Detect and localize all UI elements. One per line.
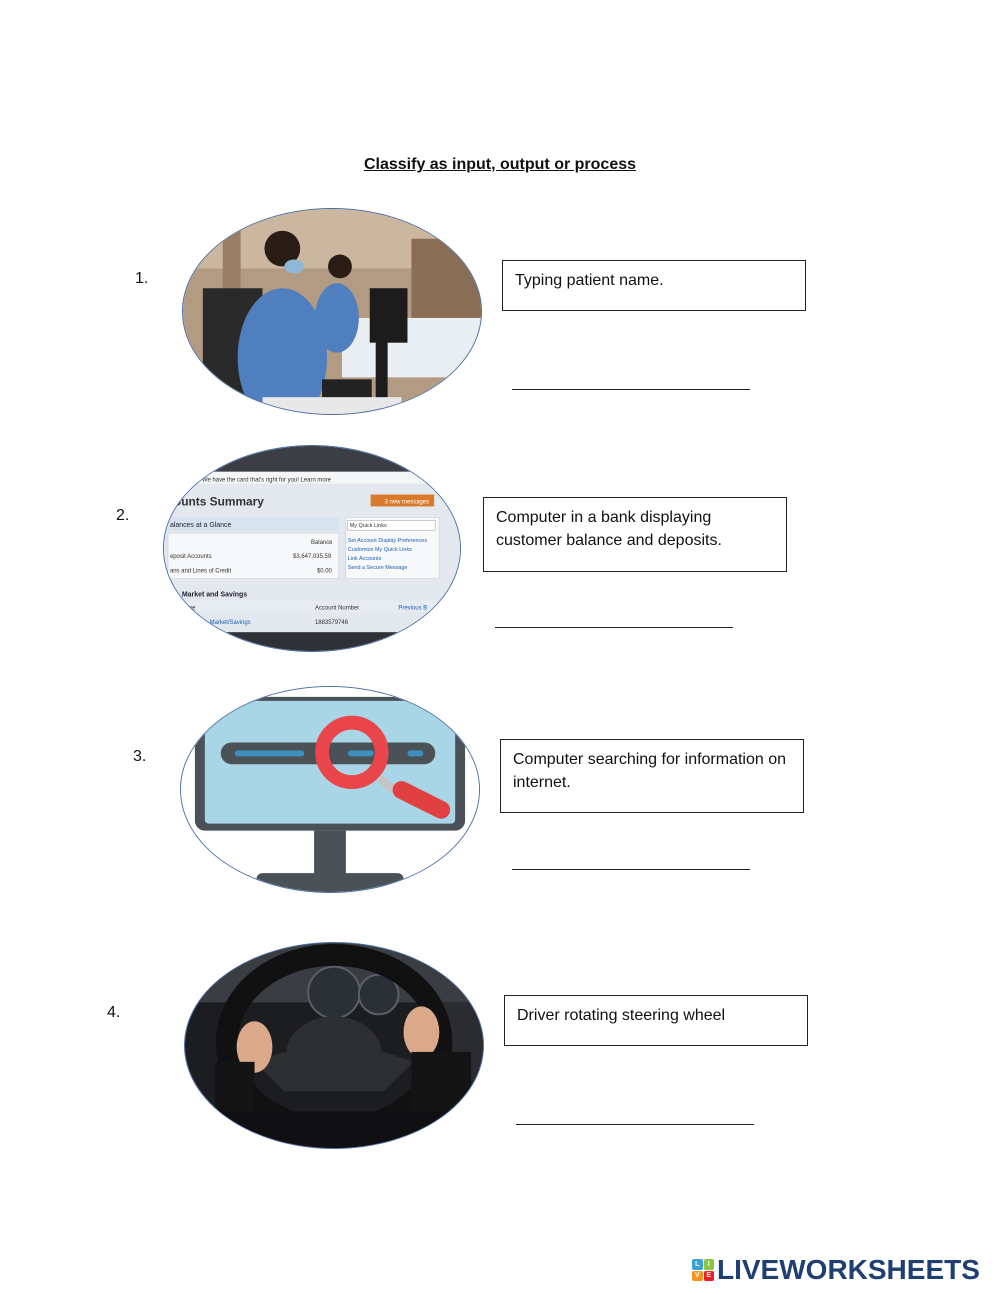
bank-row1-label: eposit Accounts (169, 553, 212, 560)
bank-link-2: Customize My Quick Links (347, 546, 412, 553)
question-text-box-4 (504, 995, 808, 1046)
nurses-typing-image (182, 208, 482, 415)
liveworksheets-logo (692, 1255, 980, 1285)
bank-row3-label: Market/Savings (209, 620, 251, 627)
bank-banner: ...nd more. We have the card that's right for you! Learn more (171, 477, 331, 484)
bank-col-prev: Previous B (398, 605, 428, 612)
bank-col-account: Account Number (314, 605, 360, 612)
worksheet-title: Classify as input, output or process (363, 156, 637, 173)
answer-field-3[interactable] (512, 847, 750, 870)
answer-field-1[interactable] (512, 367, 750, 390)
bank-section: Market and Savings (181, 591, 248, 599)
bank-row3-value: 1883579746 (314, 620, 349, 627)
question-text-box-2 (483, 497, 787, 572)
logo-text: LIVEWORKSHEETS (717, 1254, 980, 1285)
bank-screen-image (163, 445, 461, 652)
logo-mark-letter: V (692, 1271, 703, 1282)
bank-col-name: ame (183, 605, 196, 612)
logo-mark-icon (692, 1259, 714, 1281)
bank-link-1: Set Account Display Preferences (347, 538, 428, 545)
question-text-2: Computer in a bank displaying customer balance and deposits. (496, 509, 722, 549)
bank-link-3: Link Accounts (347, 555, 382, 562)
bank-row1-value: $3,647,035.59 (293, 553, 332, 560)
question-text-1: Typing patient name. (515, 272, 664, 289)
bank-quick-links: My Quick Links (349, 523, 387, 530)
bank-glance: alances at a Glance (169, 522, 232, 530)
logo-mark-letter: E (704, 1271, 715, 1282)
answer-field-4[interactable] (516, 1102, 754, 1125)
bank-row2-value: $0.00 (316, 568, 332, 575)
bank-balance-header: Balance (311, 540, 333, 547)
answer-field-2[interactable] (495, 605, 733, 628)
question-number-1: 1. (135, 270, 149, 287)
bank-messages: 3 new messages (384, 499, 430, 506)
question-number-2: 2. (116, 507, 130, 524)
bank-heading: ounts Summary (173, 494, 264, 509)
question-text-box-3 (500, 739, 804, 813)
question-text-4: Driver rotating steering wheel (517, 1007, 726, 1024)
question-text-3: Computer searching for information on internet. (513, 751, 787, 791)
logo-mark-letter: I (704, 1259, 715, 1270)
search-monitor-image (180, 686, 480, 893)
question-number-4: 4. (107, 1004, 121, 1021)
bank-row2-label: ans and Lines of Credit (169, 568, 232, 575)
question-number-3: 3. (133, 748, 147, 765)
logo-mark-letter: L (692, 1259, 703, 1270)
question-text-box-1 (502, 260, 806, 311)
steering-wheel-image (184, 942, 484, 1149)
bank-link-4: Send a Secure Message (347, 564, 408, 571)
